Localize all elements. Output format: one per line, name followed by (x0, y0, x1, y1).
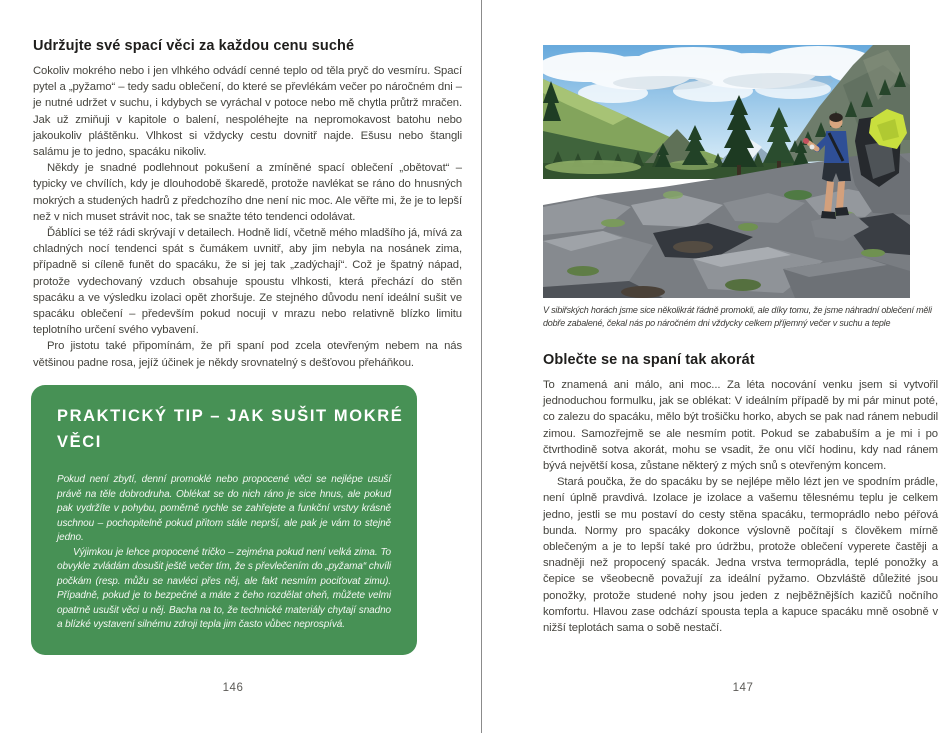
page-divider (481, 0, 482, 733)
hiker-shoe (835, 207, 849, 216)
section-heading-left: Udržujte své spací věci za každou cenu suché (33, 38, 355, 54)
hiker-hair (829, 113, 843, 122)
page-number-left: 146 (222, 682, 244, 694)
hiker-shoe (821, 211, 836, 219)
body-paragraphs-left (33, 63, 462, 371)
paragraph: Ďáblíci se též rádi skrývají v detailech. Hodně lidí, včetně mého mladšího já, mívá za chladných nocí tendenci spát s čumákem uvnitř, aby jim nebyla na nosánek zima, případně si cíleně funět do spacáku, že si jej tak „zadýchají“. Což je špatný nápad, protože vydechovaný vzduch obsahuje spoustu vlhkosti, která přechází do stěn spacáku a ve výsledku izolaci opět zhoršuje. Ze stejného důvodu není ideální sušit ve spacáku oblečení – především pokud nocuji v mrazu nebo relativně blízko limitu teplotního určení svého vybavení. (33, 227, 462, 337)
landscape-photo (543, 45, 910, 298)
section-heading-right: Oblečte se na spaní tak akorát (543, 352, 755, 368)
title-line: VĚCI (57, 433, 102, 451)
paragraph: Někdy je snadné podlehnout pokušení a zmíněné spací oblečení „obětovat“ – typicky ve chvílích, kdy je dlouhodobě škaredě, protože navlékat se ráno do hnusných mokrých a studených hadrů z předchozího dne není nic moc. Ale věřte mi, že je to lepší než v nich muset strávit noc, tak se snažte této tendenci odolávat. (33, 162, 462, 223)
practical-tip-box (31, 385, 417, 655)
paragraph: Výjimkou je lehce propocené tričko – zejména pokud není velká zima. To obvykle zvládám dosušit ještě večer tím, že s převlečením do „pyžama“ chvíli počkám (resp. můžu se navléci přes něj, ale fakt nesmím pociťovat zimu). Případně, pokud je to bezpečné a máte z čeho rozdělat oheň, můžete velmi opatrně usušit věci u něj. Bacha na to, že technické materiály chytají snadno a blízké vystavení silnému zdroji tepla jim často vůbec neprospívá. (57, 546, 391, 630)
paragraph: Pro jistotu také připomínám, že při spaní pod zcela otevřeným nebem na nás většinou padne rosa, jejíž účinek je někdy srovnatelný s dešťovou přeháňkou. (33, 340, 462, 369)
landscape-photo-art (543, 45, 910, 298)
page-right-column (543, 352, 938, 636)
body-paragraphs-right (543, 377, 938, 636)
page-number-right: 147 (732, 682, 754, 694)
page-left-column (33, 38, 462, 371)
paragraph: Cokoliv mokrého nebo i jen vlhkého odvádí cenné teplo od těla pryč do vesmíru. Spací pytel a „pyžamo“ – tedy sadu oblečení, do které se převlékám večer po náročném dni – je nutné udržet v suchu, i kdybych se vyráchal v potoce nebo mě chytla průtrž mračen. Jak už zmiňuji v kapitole o balení, nespoléhejte na nepromokavost batohu nebo jakoukoliv pláštěnku. Vlhkost si vždycky cestu dovnitř najde. Ešusu nebo štangli salámu je to jedno, spacáku nikoliv. (33, 65, 462, 159)
tip-box-title (57, 403, 404, 455)
paragraph: To znamená ani málo, ani moc... Za léta nocování venku jsem si vytvořil jednoduchou formulku, jak se oblékat: V ideálním případě by mi pár minut poté, co zalezu do spacáku, mělo být trošičku horko, abych se pak nad ránem nebudil zimou. Samozřejmě se ale nesmím potit. Pokud se zababuším a je mi i po čtvrthodině sotva akorát, mohu se vsadit, že onu vlčí hodinu, kdy nad ránem bývá největší kosa, zůstane některý z mých snů s otevřeným koncem. (543, 379, 938, 473)
tip-box-paragraphs (57, 473, 391, 633)
photo-caption: V sibiřských horách jsme sice několikrát řádně promokli, ale díky tomu, že jsme náhradní oblečení měli dobře zabalené, čekal nás po náročném dni vždycky celkem příjemný večer v suchu a teple (543, 305, 932, 328)
paragraph: Pokud není zbytí, denní promoklé nebo propocené věci se nejlépe usuší právě na těle dobrodruha. Oblékat se do nich ráno je sice hnus, ale pokud pak vydržíte v pohybu, poměrně rychle se zahřejete a funkční vrstvy krásně uschnou – pochopitelně pokud přitom stále neprší, ale pak je vám to stejně jedno. (57, 474, 391, 543)
title-line: PRAKTICKÝ TIP – JAK SUŠIT MOKRÉ (57, 407, 404, 425)
paragraph: Stará poučka, že do spacáku by se nejlépe mělo lézt jen ve spodním prádle, není úplně pravdivá. Izolace je izolace a vašemu tělesnému teplu je celkem jedno, jestli se mu postaví do cesty stěna spacáku, termoprádlo nebo péřová bunda. Normy pro spacáky dokonce výslovně počítají s člověkem mírně oblečeným a je to lepší také pro údržbu, protože oblečení vyperete častěji a snadněji než propocený spacák. Jedna vrstva termoprádla, teplé ponožky a čepice se všeobecně považují za ideální pyžamo. Obzvláště důležité jsou ponožky, protože studené nohy jsou jeden z nejběžnějších kazičů nočního komfortu. Hlavou zase odchází spousta tepla a kapuce spacáku mně osobně v nižší teplotách sama o sobě nestačí. (543, 476, 938, 635)
